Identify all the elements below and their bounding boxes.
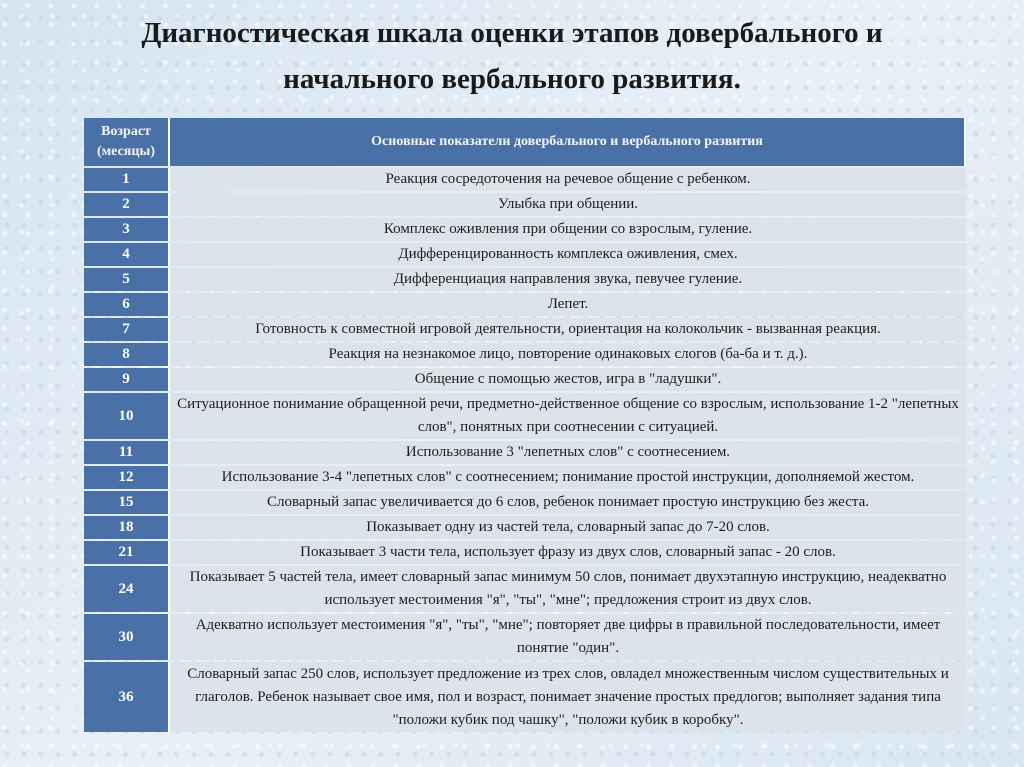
age-cell: 7	[84, 318, 170, 341]
indicator-cell: Показывает 3 части тела, использует фразу из двух слов, словарный запас - 20 слов.	[170, 541, 966, 564]
age-cell: 11	[84, 441, 170, 464]
table-row	[84, 614, 966, 660]
table-row	[84, 193, 966, 216]
indicator-cell: Дифференциация направления звука, певучее гуление.	[170, 268, 966, 291]
age-cell: 4	[84, 243, 170, 266]
table-row	[84, 393, 966, 439]
table-row	[84, 268, 966, 291]
age-column-header	[84, 118, 170, 166]
age-cell: 36	[84, 662, 170, 732]
table-row	[84, 168, 966, 191]
title-line-1: Диагностическая шкала оценки этапов довербального и	[141, 17, 883, 49]
table-row	[84, 293, 966, 316]
age-cell: 9	[84, 368, 170, 391]
indicator-cell: Лепет.	[170, 293, 966, 316]
age-cell: 6	[84, 293, 170, 316]
table-header-row	[84, 118, 966, 166]
age-header-line-1: Возраст	[101, 124, 151, 139]
table-row	[84, 566, 966, 612]
indicator-cell: Использование 3-4 "лепетных слов" с соотнесением; понимание простой инструкции, дополняемой жестом.	[170, 466, 966, 489]
age-cell: 18	[84, 516, 170, 539]
table-row	[84, 343, 966, 366]
page-title	[0, 10, 1024, 102]
age-cell: 2	[84, 193, 170, 216]
indicator-cell: Реакция сосредоточения на речевое общение с ребенком.	[170, 168, 966, 191]
indicator-cell: Словарный запас увеличивается до 6 слов, ребенок понимает простую инструкцию без жеста.	[170, 491, 966, 514]
table-row	[84, 662, 966, 732]
title-line-2: начального вербального развития.	[283, 63, 741, 95]
age-cell: 3	[84, 218, 170, 241]
indicator-cell: Реакция на незнакомое лицо, повторение одинаковых слогов (ба-ба и т. д.).	[170, 343, 966, 366]
table-row	[84, 243, 966, 266]
age-cell: 12	[84, 466, 170, 489]
age-cell: 1	[84, 168, 170, 191]
indicator-cell: Готовность к совместной игровой деятельности, ориентация на колокольчик - вызванная реакция.	[170, 318, 966, 341]
age-cell: 5	[84, 268, 170, 291]
table-row	[84, 466, 966, 489]
table-row	[84, 368, 966, 391]
indicator-cell: Показывает 5 частей тела, имеет словарный запас минимум 50 слов, понимает двухэтапную инструкцию, неадекватно использует местоимения "я", "ты", "мне"; предложения строит из двух слов.	[170, 566, 966, 612]
indicator-cell: Показывает одну из частей тела, словарный запас до 7-20 слов.	[170, 516, 966, 539]
indicator-cell: Использование 3 "лепетных слов" с соотнесением.	[170, 441, 966, 464]
age-cell: 15	[84, 491, 170, 514]
indicator-cell: Словарный запас 250 слов, использует предложение из трех слов, овладел множественным числом существительных и глаголов. Ребенок называет свое имя, пол и возраст, понимает значение простых предлогов; выполняет задания типа "положи кубик под чашку", "положи кубик в коробку".	[170, 662, 966, 732]
indicators-column-header: Основные показатели довербального и вербального развития	[170, 118, 966, 166]
age-cell: 10	[84, 393, 170, 439]
table-row	[84, 491, 966, 514]
age-cell: 21	[84, 541, 170, 564]
development-scale-table	[84, 116, 966, 734]
indicator-cell: Улыбка при общении.	[170, 193, 966, 216]
table-row	[84, 516, 966, 539]
age-cell: 30	[84, 614, 170, 660]
table-row	[84, 318, 966, 341]
indicator-cell: Ситуационное понимание обращенной речи, предметно-действенное общение со взрослым, использование 1-2 "лепетных слов", понятных при соотнесении с ситуацией.	[170, 393, 966, 439]
table-row	[84, 441, 966, 464]
indicator-cell: Адекватно использует местоимения "я", "ты", "мне"; повторяет две цифры в правильной последовательности, имеет понятие "один".	[170, 614, 966, 660]
indicator-cell: Общение с помощью жестов, игра в "ладушки".	[170, 368, 966, 391]
table-row	[84, 541, 966, 564]
table-row	[84, 218, 966, 241]
age-cell: 24	[84, 566, 170, 612]
age-header-line-2: (месяцы)	[96, 144, 156, 159]
indicator-cell: Дифференцированность комплекса оживления, смех.	[170, 243, 966, 266]
indicator-cell: Комплекс оживления при общении со взрослым, гуление.	[170, 218, 966, 241]
age-cell: 8	[84, 343, 170, 366]
